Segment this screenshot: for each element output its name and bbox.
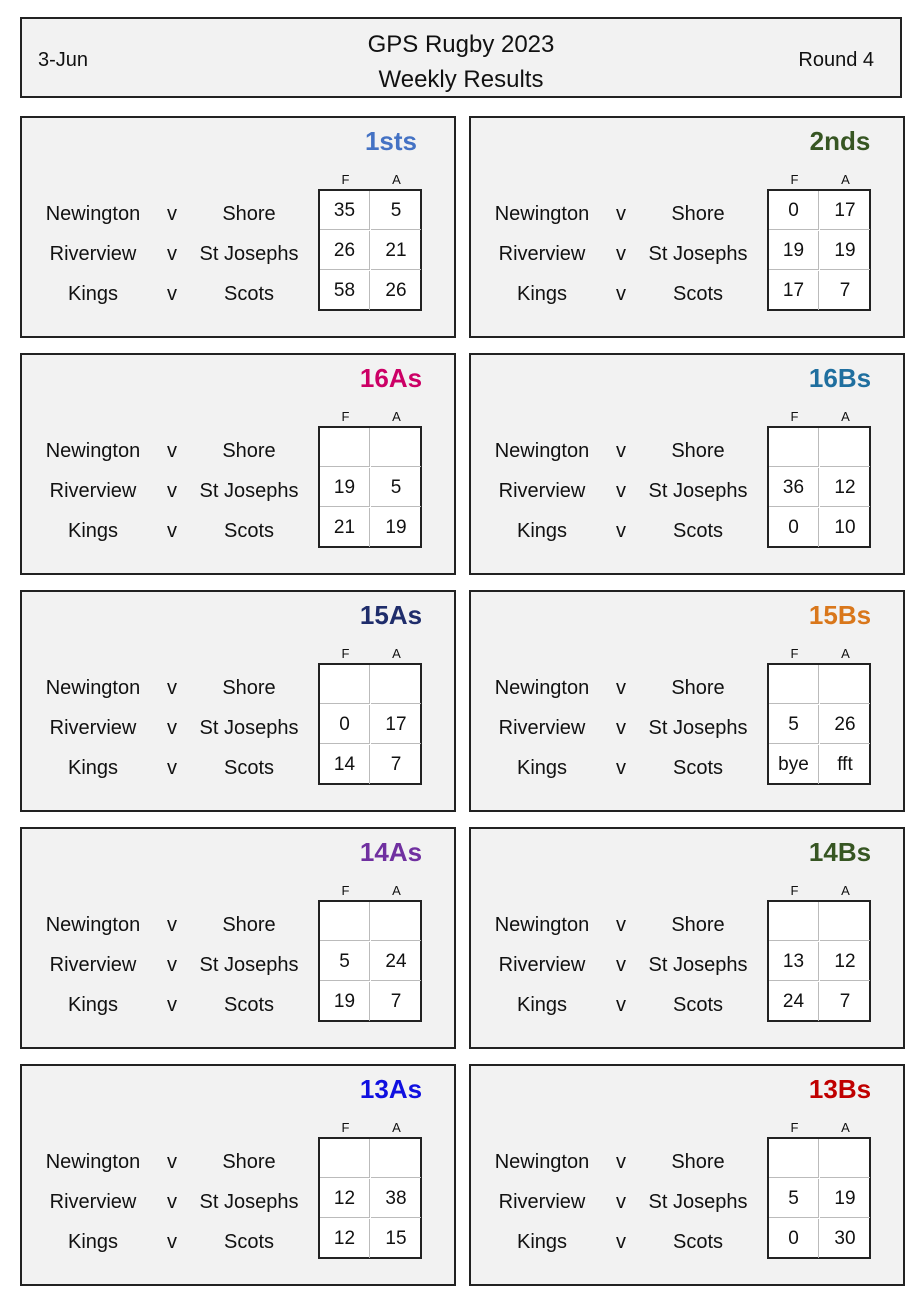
home-team: Newington bbox=[494, 203, 590, 225]
home-team: Newington bbox=[45, 440, 141, 462]
score-for: 21 bbox=[320, 508, 370, 547]
score-against: fft bbox=[837, 754, 853, 775]
match-row bbox=[471, 985, 771, 1025]
match-row bbox=[471, 471, 771, 511]
score-box bbox=[318, 426, 422, 548]
away-team: Shore bbox=[222, 440, 276, 462]
match-row bbox=[22, 431, 322, 471]
away-team: St Josephs bbox=[648, 717, 748, 739]
away-team: St Josephs bbox=[648, 954, 748, 976]
header-box bbox=[20, 17, 902, 98]
score-for: 0 bbox=[769, 191, 819, 230]
score-for: 0 bbox=[320, 705, 370, 744]
score-box bbox=[318, 189, 422, 311]
match-row bbox=[471, 274, 771, 314]
result-panel bbox=[469, 116, 905, 338]
panel-title: 2nds bbox=[809, 126, 871, 156]
versus-label: v bbox=[167, 1231, 177, 1253]
score-against: 5 bbox=[371, 468, 421, 507]
versus-label: v bbox=[616, 1191, 626, 1213]
versus-label: v bbox=[167, 994, 177, 1016]
result-panel bbox=[20, 1064, 456, 1286]
home-team: Kings bbox=[516, 520, 568, 542]
col-header-against: A bbox=[392, 172, 401, 187]
versus-label: v bbox=[616, 440, 626, 462]
panel-title: 16As bbox=[359, 363, 423, 393]
page-title bbox=[22, 27, 900, 97]
col-header-for: F bbox=[790, 883, 799, 898]
score-against: 24 bbox=[371, 942, 421, 981]
result-panel bbox=[20, 590, 456, 812]
score-against: 30 bbox=[834, 1228, 856, 1249]
away-team: Shore bbox=[222, 203, 276, 225]
col-header-for: F bbox=[341, 409, 350, 424]
col-header-for: F bbox=[790, 172, 799, 187]
home-team: Newington bbox=[494, 440, 590, 462]
away-team: Shore bbox=[671, 440, 725, 462]
score-for: 0 bbox=[769, 508, 819, 547]
match-row bbox=[22, 471, 322, 511]
col-header-against: A bbox=[841, 409, 850, 424]
home-team: Riverview bbox=[498, 480, 586, 502]
away-team: St Josephs bbox=[648, 1191, 748, 1213]
col-header-against: A bbox=[841, 646, 850, 661]
match-row bbox=[22, 668, 322, 708]
home-team: Riverview bbox=[498, 954, 586, 976]
score-for: 19 bbox=[320, 982, 370, 1021]
versus-label: v bbox=[616, 954, 626, 976]
match-row bbox=[22, 274, 322, 314]
score-for: 19 bbox=[320, 468, 370, 507]
versus-label: v bbox=[167, 283, 177, 305]
versus-label: v bbox=[167, 954, 177, 976]
score-for bbox=[320, 428, 370, 467]
away-team: Scots bbox=[223, 757, 275, 779]
panel-title: 15Bs bbox=[808, 600, 872, 630]
score-against: 19 bbox=[820, 231, 870, 270]
col-header-for: F bbox=[341, 646, 350, 661]
home-team: Newington bbox=[45, 1151, 141, 1173]
versus-label: v bbox=[167, 677, 177, 699]
score-for: 17 bbox=[769, 271, 819, 310]
home-team: Kings bbox=[67, 757, 119, 779]
home-team: Kings bbox=[516, 757, 568, 779]
away-team: Scots bbox=[672, 520, 724, 542]
title-line-1: GPS Rugby 2023 bbox=[367, 31, 555, 58]
home-team: Riverview bbox=[498, 1191, 586, 1213]
score-box bbox=[767, 189, 871, 311]
date-label: 3-Jun bbox=[38, 49, 89, 71]
round-label: Round 4 bbox=[798, 49, 874, 71]
col-header-against: A bbox=[392, 1120, 401, 1135]
panel-title: 14Bs bbox=[808, 837, 872, 867]
panel-title: 16Bs bbox=[808, 363, 872, 393]
versus-label: v bbox=[167, 520, 177, 542]
score-for: 13 bbox=[769, 942, 819, 981]
away-team: St Josephs bbox=[648, 243, 748, 265]
away-team: Shore bbox=[671, 1151, 725, 1173]
panel-title: 15As bbox=[359, 600, 423, 630]
score-against bbox=[820, 428, 870, 467]
col-header-against: A bbox=[841, 1120, 850, 1135]
col-header-for: F bbox=[341, 1120, 350, 1135]
score-against bbox=[371, 902, 421, 941]
score-against: 17 bbox=[371, 705, 421, 744]
match-row bbox=[22, 1182, 322, 1222]
score-against: 10 bbox=[834, 517, 856, 538]
match-row bbox=[22, 945, 322, 985]
home-team: Newington bbox=[494, 914, 590, 936]
score-against: 12 bbox=[820, 942, 870, 981]
panel-title: 13Bs bbox=[808, 1074, 872, 1104]
versus-label: v bbox=[616, 757, 626, 779]
match-row bbox=[22, 234, 322, 274]
versus-label: v bbox=[616, 1231, 626, 1253]
score-for bbox=[769, 428, 819, 467]
panel-title: 1sts bbox=[364, 126, 418, 156]
result-panel bbox=[469, 1064, 905, 1286]
score-for: 19 bbox=[769, 231, 819, 270]
col-header-for: F bbox=[790, 646, 799, 661]
score-against: 7 bbox=[839, 991, 851, 1012]
score-against: 5 bbox=[371, 191, 421, 230]
col-header-for: F bbox=[790, 409, 799, 424]
home-team: Newington bbox=[494, 677, 590, 699]
score-for bbox=[320, 902, 370, 941]
versus-label: v bbox=[616, 994, 626, 1016]
score-against bbox=[371, 1139, 421, 1178]
versus-label: v bbox=[167, 757, 177, 779]
score-against bbox=[820, 902, 870, 941]
match-row bbox=[22, 708, 322, 748]
match-row bbox=[22, 1222, 322, 1262]
result-panel bbox=[469, 590, 905, 812]
away-team: Shore bbox=[671, 203, 725, 225]
score-for bbox=[769, 1139, 819, 1178]
away-team: St Josephs bbox=[199, 480, 299, 502]
home-team: Riverview bbox=[498, 243, 586, 265]
away-team: Scots bbox=[223, 994, 275, 1016]
away-team: Scots bbox=[672, 283, 724, 305]
score-against: 15 bbox=[385, 1228, 407, 1249]
match-row bbox=[22, 748, 322, 788]
home-team: Kings bbox=[67, 994, 119, 1016]
versus-label: v bbox=[616, 1151, 626, 1173]
score-for: 58 bbox=[320, 271, 370, 310]
home-team: Riverview bbox=[498, 717, 586, 739]
title-line-2: Weekly Results bbox=[378, 66, 544, 93]
match-row bbox=[471, 1142, 771, 1182]
versus-label: v bbox=[616, 914, 626, 936]
home-team: Newington bbox=[45, 914, 141, 936]
away-team: St Josephs bbox=[199, 1191, 299, 1213]
versus-label: v bbox=[167, 480, 177, 502]
home-team: Riverview bbox=[49, 954, 137, 976]
versus-label: v bbox=[616, 480, 626, 502]
match-row bbox=[22, 1142, 322, 1182]
col-header-for: F bbox=[341, 172, 350, 187]
versus-label: v bbox=[167, 1191, 177, 1213]
home-team: Newington bbox=[45, 677, 141, 699]
score-for: 35 bbox=[320, 191, 370, 230]
versus-label: v bbox=[616, 243, 626, 265]
score-against: 7 bbox=[390, 754, 402, 775]
score-for: 5 bbox=[769, 1179, 819, 1218]
result-panel bbox=[20, 353, 456, 575]
home-team: Riverview bbox=[49, 1191, 137, 1213]
result-panel bbox=[469, 353, 905, 575]
score-against bbox=[371, 665, 421, 704]
score-against: 17 bbox=[820, 191, 870, 230]
score-for bbox=[769, 665, 819, 704]
match-row bbox=[471, 668, 771, 708]
away-team: Shore bbox=[222, 1151, 276, 1173]
score-against bbox=[371, 428, 421, 467]
match-row bbox=[22, 194, 322, 234]
home-team: Kings bbox=[516, 994, 568, 1016]
score-box bbox=[767, 663, 871, 785]
panel-title: 13As bbox=[359, 1074, 423, 1104]
away-team: Shore bbox=[222, 677, 276, 699]
away-team: Scots bbox=[223, 283, 275, 305]
col-header-against: A bbox=[392, 646, 401, 661]
score-against bbox=[820, 665, 870, 704]
away-team: St Josephs bbox=[648, 480, 748, 502]
result-panel bbox=[469, 827, 905, 1049]
match-row bbox=[471, 748, 771, 788]
versus-label: v bbox=[616, 520, 626, 542]
match-row bbox=[22, 985, 322, 1025]
match-row bbox=[22, 511, 322, 551]
versus-label: v bbox=[167, 243, 177, 265]
score-for: 5 bbox=[769, 705, 819, 744]
score-against: 38 bbox=[371, 1179, 421, 1218]
score-for: 12 bbox=[320, 1219, 370, 1258]
col-header-against: A bbox=[841, 172, 850, 187]
score-for: 12 bbox=[320, 1179, 370, 1218]
match-row bbox=[471, 945, 771, 985]
score-for: bye bbox=[769, 745, 819, 784]
score-box bbox=[318, 663, 422, 785]
home-team: Kings bbox=[516, 283, 568, 305]
score-for: 0 bbox=[769, 1219, 819, 1258]
versus-label: v bbox=[616, 677, 626, 699]
match-row bbox=[471, 234, 771, 274]
match-row bbox=[471, 511, 771, 551]
match-row bbox=[471, 905, 771, 945]
score-for bbox=[320, 1139, 370, 1178]
home-team: Riverview bbox=[49, 480, 137, 502]
score-against bbox=[820, 1139, 870, 1178]
score-against: 19 bbox=[385, 517, 407, 538]
away-team: St Josephs bbox=[199, 954, 299, 976]
match-row bbox=[22, 905, 322, 945]
score-for: 14 bbox=[320, 745, 370, 784]
match-row bbox=[471, 194, 771, 234]
score-for bbox=[769, 902, 819, 941]
score-box bbox=[318, 1137, 422, 1259]
match-row bbox=[471, 1182, 771, 1222]
home-team: Riverview bbox=[49, 243, 137, 265]
score-against: 19 bbox=[820, 1179, 870, 1218]
match-row bbox=[471, 708, 771, 748]
score-for: 5 bbox=[320, 942, 370, 981]
col-header-for: F bbox=[341, 883, 350, 898]
score-against: 26 bbox=[385, 280, 407, 301]
score-for: 24 bbox=[769, 982, 819, 1021]
score-against: 7 bbox=[839, 280, 851, 301]
home-team: Newington bbox=[494, 1151, 590, 1173]
panel-title: 14As bbox=[359, 837, 423, 867]
col-header-against: A bbox=[392, 883, 401, 898]
away-team: Scots bbox=[223, 520, 275, 542]
away-team: St Josephs bbox=[199, 717, 299, 739]
result-panel bbox=[20, 827, 456, 1049]
away-team: Scots bbox=[223, 1231, 275, 1253]
home-team: Kings bbox=[67, 520, 119, 542]
home-team: Newington bbox=[45, 203, 141, 225]
away-team: Shore bbox=[671, 677, 725, 699]
score-against: 12 bbox=[820, 468, 870, 507]
versus-label: v bbox=[167, 914, 177, 936]
col-header-against: A bbox=[841, 883, 850, 898]
score-for: 36 bbox=[769, 468, 819, 507]
score-box bbox=[767, 426, 871, 548]
versus-label: v bbox=[167, 440, 177, 462]
versus-label: v bbox=[167, 1151, 177, 1173]
score-box bbox=[318, 900, 422, 1022]
away-team: Scots bbox=[672, 1231, 724, 1253]
away-team: Shore bbox=[671, 914, 725, 936]
versus-label: v bbox=[167, 717, 177, 739]
versus-label: v bbox=[167, 203, 177, 225]
home-team: Kings bbox=[516, 1231, 568, 1253]
away-team: Scots bbox=[672, 994, 724, 1016]
match-row bbox=[471, 431, 771, 471]
versus-label: v bbox=[616, 283, 626, 305]
home-team: Riverview bbox=[49, 717, 137, 739]
score-for: 26 bbox=[320, 231, 370, 270]
score-against: 21 bbox=[371, 231, 421, 270]
versus-label: v bbox=[616, 717, 626, 739]
match-row bbox=[471, 1222, 771, 1262]
versus-label: v bbox=[616, 203, 626, 225]
away-team: Shore bbox=[222, 914, 276, 936]
score-against: 7 bbox=[390, 991, 402, 1012]
score-box bbox=[767, 900, 871, 1022]
home-team: Kings bbox=[67, 1231, 119, 1253]
score-against: 26 bbox=[820, 705, 870, 744]
score-for bbox=[320, 665, 370, 704]
col-header-against: A bbox=[392, 409, 401, 424]
col-header-for: F bbox=[790, 1120, 799, 1135]
home-team: Kings bbox=[67, 283, 119, 305]
away-team: St Josephs bbox=[199, 243, 299, 265]
score-box bbox=[767, 1137, 871, 1259]
away-team: Scots bbox=[672, 757, 724, 779]
result-panel bbox=[20, 116, 456, 338]
